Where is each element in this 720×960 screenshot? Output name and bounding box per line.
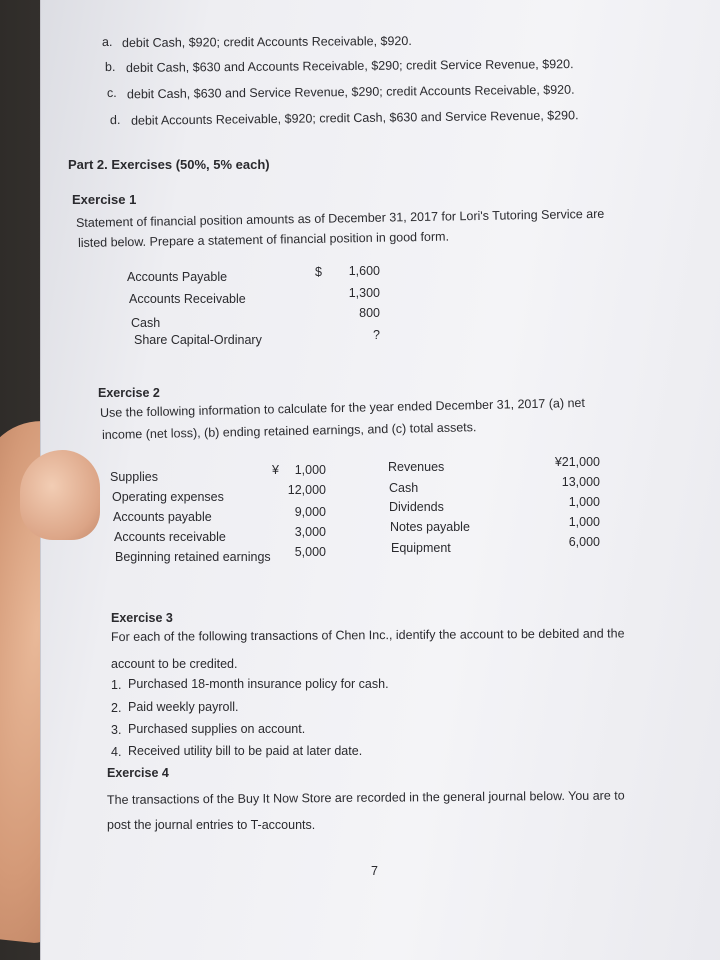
ex1-item-value: 800 xyxy=(359,306,380,320)
ex2-right-value: 13,000 xyxy=(561,475,600,489)
ex2-right-label: Equipment xyxy=(391,541,451,555)
ex3-instructions-line2: account to be credited. xyxy=(111,657,238,671)
ex2-instructions-line2: income (net loss), (b) ending retained earnings, and (c) total assets. xyxy=(101,420,477,442)
ex1-item-value: 1,300 xyxy=(348,286,380,300)
ex1-instructions-line1: Statement of financial position amounts as of December 31, 2017 for Lori's Tutoring Service are xyxy=(75,206,605,230)
ex3-item-text: Received utility bill to be paid at later date. xyxy=(128,744,363,758)
ex3-item-number: 4. xyxy=(111,745,122,759)
ex3-item-text: Paid weekly payroll. xyxy=(128,700,239,714)
ex3-item-number: 3. xyxy=(111,723,122,737)
choice-d-text: debit Accounts Receivable, $920; credit Cash, $630 and Service Revenue, $290. xyxy=(130,108,579,128)
ex3-item-text: Purchased 18-month insurance policy for cash. xyxy=(128,677,389,691)
ex1-item-value: 1,600 xyxy=(348,264,380,278)
ex4-instructions-line1: The transactions of the Buy It Now Store are recorded in the general journal below. You are to xyxy=(106,788,625,807)
ex2-right-value: ¥21,000 xyxy=(554,455,600,469)
ex2-right-value: 1,000 xyxy=(568,495,600,509)
ex2-left-value: 1,000 xyxy=(294,463,326,477)
ex2-right-value: 6,000 xyxy=(568,535,600,549)
ex1-item-value: ? xyxy=(373,328,380,342)
choice-d-letter: d. xyxy=(109,112,121,128)
ex3-item-number: 1. xyxy=(111,678,122,692)
ex2-instructions-line1: Use the following information to calculate for the year ended December 31, 2017 (a) net xyxy=(99,395,586,420)
choice-b-letter: b. xyxy=(104,59,116,75)
part2-heading: Part 2. Exercises (50%, 5% each) xyxy=(68,157,270,172)
ex2-right-label: Revenues xyxy=(388,460,445,474)
ex1-item-label: Accounts Payable xyxy=(127,270,228,284)
thumb xyxy=(20,450,100,540)
choice-a-text: debit Cash, $920; credit Accounts Receivable, $920. xyxy=(121,33,412,51)
ex3-item-number: 2. xyxy=(111,701,122,715)
choice-a-letter: a. xyxy=(101,34,113,50)
choice-b-text: debit Cash, $630 and Accounts Receivable, $290; credit Service Revenue, $920. xyxy=(125,57,574,75)
ex3-item-text: Purchased supplies on account. xyxy=(128,722,306,736)
ex2-left-value: 12,000 xyxy=(287,483,326,497)
ex1-item-label: Cash xyxy=(131,316,161,330)
ex2-left-label: Accounts payable xyxy=(113,510,212,524)
ex2-left-label: Beginning retained earnings xyxy=(115,550,271,564)
choice-c-letter: c. xyxy=(106,85,117,101)
ex2-left-value: 3,000 xyxy=(294,525,326,539)
ex1-title: Exercise 1 xyxy=(72,192,137,207)
ex2-left-value: 9,000 xyxy=(294,505,326,519)
ex4-instructions-line2: post the journal entries to T-accounts. xyxy=(107,818,316,832)
ex1-currency-sign: $ xyxy=(315,265,322,279)
ex2-right-label: Dividends xyxy=(389,500,444,514)
ex2-left-label: Supplies xyxy=(110,470,158,484)
ex2-title: Exercise 2 xyxy=(98,386,160,400)
page-number: 7 xyxy=(371,864,378,878)
ex1-item-label: Accounts Receivable xyxy=(129,292,246,306)
ex2-left-label: Accounts receivable xyxy=(114,530,226,544)
ex2-left-label: Operating expenses xyxy=(112,490,224,504)
ex2-yen-sign: ¥ xyxy=(272,463,279,477)
ex1-item-label: Share Capital-Ordinary xyxy=(134,333,262,347)
ex3-title: Exercise 3 xyxy=(111,611,173,625)
ex2-left-value: 5,000 xyxy=(294,545,326,559)
ex2-right-label: Cash xyxy=(389,481,419,495)
ex1-instructions-line2: listed below. Prepare a statement of financial position in good form. xyxy=(77,229,450,250)
ex4-title: Exercise 4 xyxy=(107,766,169,780)
choice-c-text: debit Cash, $630 and Service Revenue, $290; credit Accounts Receivable, $920. xyxy=(126,82,575,102)
ex2-right-label: Notes payable xyxy=(390,520,470,534)
ex2-right-value: 1,000 xyxy=(568,515,600,529)
ex3-instructions-line1: For each of the following transactions of Chen Inc., identify the account to be debited and the xyxy=(110,626,625,644)
